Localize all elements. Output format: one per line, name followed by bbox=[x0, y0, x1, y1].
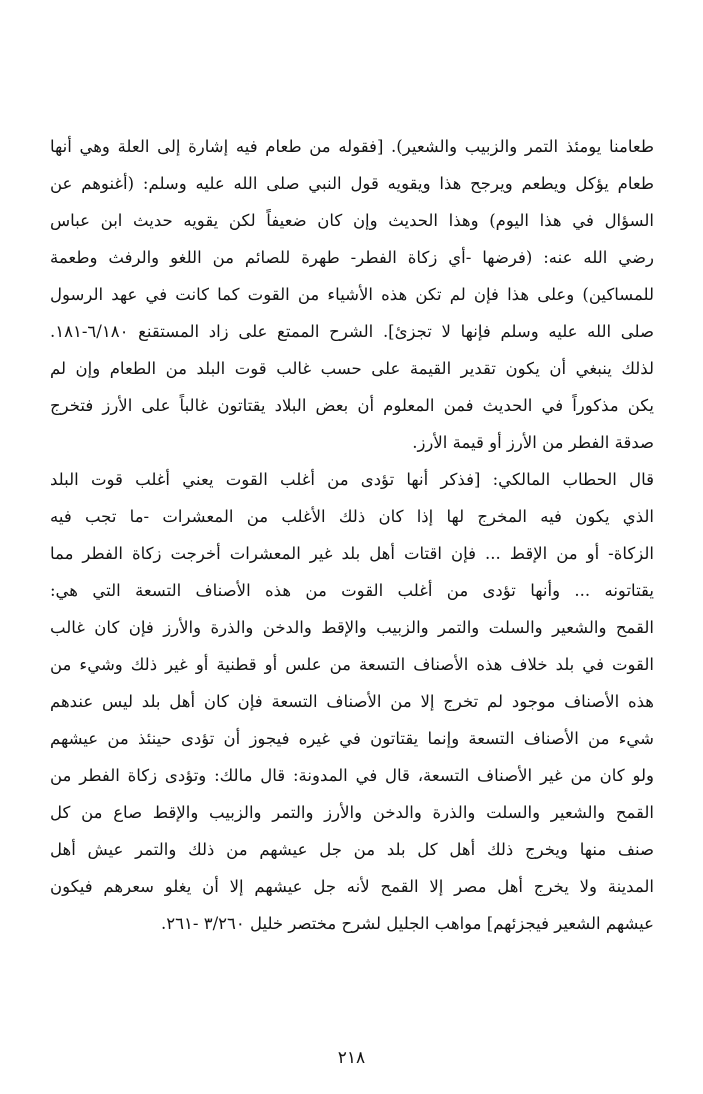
text-line: صدقة الفطر من الأرز أو قيمة الأرز. bbox=[412, 433, 654, 452]
text-line: قال الحطاب المالكي: [فذكر أنها تؤدى من أغلب القوت يعني أغلب قوت البلد bbox=[50, 470, 654, 489]
text-line: طعام يؤكل ويطعم ويرجح هذا ويقويه قول النبي صلى الله عليه وسلم: (أغنوهم عن bbox=[50, 174, 654, 193]
text-line: القوت في بلد خلاف هذه الأصناف التسعة من علس أو قطنية أو غير ذلك وشيء من bbox=[50, 655, 654, 674]
text-line: صلى الله عليه وسلم فإنها لا تجزئ]. الشرح الممتع على زاد المستقنع ٦/١٨٠-١٨١. bbox=[50, 322, 654, 341]
text-line: السؤال في هذا اليوم) وهذا الحديث وإن كان ضعيفاً لكن يقويه حديث ابن عباس bbox=[50, 211, 654, 230]
text-line: الذي يكون فيه المخرج لها إذا كان ذلك الأغلب من المعشرات -ما تجب فيه bbox=[50, 507, 654, 526]
text-line: القمح والشعير والسلت والذرة والدخن والأرز والتمر والزبيب والإقط صاع من كل bbox=[50, 803, 654, 822]
body-text bbox=[50, 128, 654, 942]
text-line: شيء من الأصناف التسعة وإنما يقتاتون في غيره فيجوز أن تؤدى حينئذ من عيشهم bbox=[50, 729, 654, 748]
text-line: رضي الله عنه: (فرضها -أي زكاة الفطر- طهرة للصائم من اللغو والرفث وطعمة bbox=[50, 248, 654, 267]
text-line: المدينة ولا يخرج أهل مصر إلا القمح لأنه جل عيشهم إلا أن يغلو سعرهم فيكون bbox=[50, 877, 654, 896]
text-line: يكن مذكوراً في الحديث فمن المعلوم أن بعض البلاد يقتاتون غالباً على الأرز فتخرج bbox=[50, 396, 654, 415]
text-line: يقتاتونه ... وأنها تؤدى من أغلب القوت من هذه الأصناف التسعة التي هي: bbox=[50, 581, 654, 600]
text-line: الزكاة- أو من الإقط ... فإن اقتات أهل بلد غير المعشرات أخرجت زكاة الفطر مما bbox=[50, 544, 654, 563]
text-line: القمح والشعير والسلت والتمر والزبيب والإقط والدخن والذرة والأرز فإن كان غالب bbox=[50, 618, 654, 637]
text-line: عيشهم الشعير فيجزئهم] مواهب الجليل لشرح مختصر خليل ٣/٢٦٠ -٢٦١. bbox=[161, 914, 654, 933]
page-number: ٢١٨ bbox=[337, 1048, 366, 1068]
text-line: ولو كان من غير الأصناف التسعة، قال في المدونة: قال مالك: وتؤدى زكاة الفطر من bbox=[50, 766, 654, 785]
text-line: طعامنا يومئذ التمر والزبيب والشعير). [فقوله من طعام فيه إشارة إلى العلة وهي أنها bbox=[50, 137, 654, 156]
text-line: هذه الأصناف موجود لم تخرج إلا من الأصناف التسعة فإن كان أهل بلد ليس عندهم bbox=[50, 692, 654, 711]
text-line: لذلك ينبغي أن يكون تقدير القيمة على حسب غالب قوت البلد من الطعام وإن لم bbox=[50, 359, 654, 378]
text-line: للمساكين) وعلى هذا فإن لم تكن هذه الأشياء من القوت كما كانت في عهد الرسول bbox=[50, 285, 654, 304]
text-line: صنف منها ويخرج ذلك أهل كل بلد من جل عيشهم من ذلك والتمر عيش أهل bbox=[50, 840, 654, 859]
